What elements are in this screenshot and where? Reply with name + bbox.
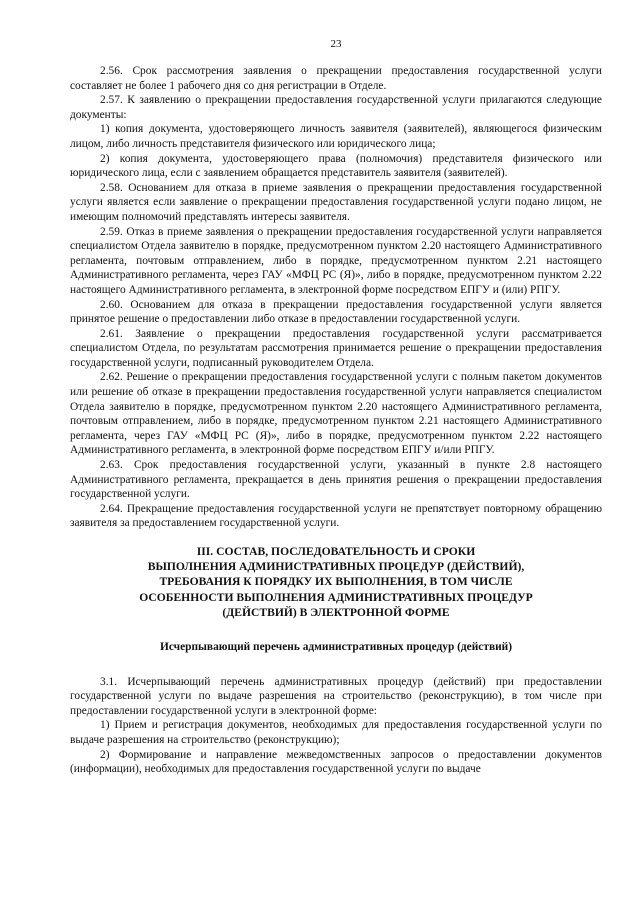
paragraph-2-57-item-1: 1) копия документа, удостоверяющего личность заявителя (заявителей), являющегося физическим лицом, либо личность представителя физического или юридического лица; xyxy=(70,123,602,150)
paragraph-2-64: 2.64. Прекращение предоставления государственной услуги не препятствует повторному обращению заявителя за предоставлением государственной услуги. xyxy=(70,502,602,530)
paragraph-2-62: 2.62. Решение о прекращении предоставления государственной услуги с полным пакетом документов или решение об отказе в прекращении предоставления государственной услуги направляется специалистом Отдела заявителю в порядке, предусмотренном пунктом 2.20 настоящего Административного регламента, почтовым отправлением, либо в порядке, предусмотренном пунктом 2.21 настоящего Административного регламента, через ГАУ «МФЦ РС (Я)», либо в порядке, предусмотренном пунктом 2.22 настоящего Административного регламента, в электронной форме посредством ЕПГУ и/или РПГУ. xyxy=(70,371,602,457)
paragraph-3-1-item-2: 2) Формирование и направление межведомственных запросов о предоставлении документов (информации), необходимых для предоставления государственной услуги по выдаче xyxy=(70,748,602,776)
paragraph-2-63: 2.63. Срок предоставления государственной услуги, указанный в пункте 2.8 настоящего Административного регламента, прекращается в день принятия решения о прекращении предоставления государственной услуги. xyxy=(70,459,602,501)
paragraph-2-59: 2.59. Отказ в приеме заявления о прекращении предоставления государственной услуги направляется специалистом Отдела заявителю в порядке, предусмотренном пунктом 2.20 настоящего Административного регламента, почтовым отправлением, либо в порядке, предусмотренном пунктом 2.21 настоящего Административного регламента, через ГАУ «МФЦ РС (Я)», либо в порядке, предусмотренном пунктом 2.22 настоящего Административного регламента, в электронной форме посредством ЕПГУ и (или) РПГУ. xyxy=(70,225,602,296)
section-title-line: III. СОСТАВ, ПОСЛЕДОВАТЕЛЬНОСТЬ И СРОКИ xyxy=(196,545,476,558)
paragraph-2-61: 2.61. Заявление о прекращении предоставления государственной услуги рассматривается специалистом Отдела, по результатам рассмотрения принимается решение о прекращении предоставления государственной услуги, подписанный руководителем Отдела. xyxy=(70,327,602,369)
section-title-line: ТРЕБОВАНИЯ К ПОРЯДКУ ИХ ВЫПОЛНЕНИЯ, В ТОМ ЧИСЛЕ xyxy=(159,575,513,589)
paragraph-2-58: 2.58. Основанием для отказа в приеме заявления о прекращении предоставления государственной услуги является если заявление о прекращении предоставления государственной услуги подано лицом, не имеющим полномочий представлять интересы заявителя. xyxy=(70,181,602,223)
paragraphs-after xyxy=(70,675,602,777)
subsection-title: Исчерпывающий перечень административных процедур (действий) xyxy=(159,641,513,654)
paragraph-3-1-item-1: 1) Прием и регистрация документов, необходимых для предоставления государственной услуги по выдаче разрешения на строительство (реконструкцию); xyxy=(70,719,602,746)
paragraph-2-57: 2.57. К заявлению о прекращении предоставления государственной услуги прилагаются следующие документы: xyxy=(70,94,602,121)
paragraph-2-57-item-2: 2) копия документа, удостоверяющего права (полномочия) представителя физического или юридического лица, если с заявлением обращается представитель заявителя (заявителей). xyxy=(70,152,602,180)
section-title xyxy=(70,544,602,620)
section-title-line: ОСОБЕННОСТИ ВЫПОЛНЕНИЯ АДМИНИСТРАТИВНЫХ ПРОЦЕДУР xyxy=(139,590,533,604)
page-number: 23 xyxy=(330,38,342,50)
paragraphs-before xyxy=(70,64,602,531)
section-title-line: (ДЕЙСТВИЙ) В ЭЛЕКТРОННОЙ ФОРМЕ xyxy=(222,605,450,619)
paragraph-2-56: 2.56. Срок рассмотрения заявления о прекращении предоставления государственной услуги составляет не более 1 рабочего дня со дня регистрации в Отделе. xyxy=(70,65,602,92)
document-body xyxy=(70,64,602,777)
paragraph-3-1: 3.1. Исчерпывающий перечень административных процедур (действий) при предоставлении государственной услуги по выдаче разрешения на строительство (реконструкцию), в том числе при предоставлении государственной услуги в электронной форме: xyxy=(70,675,602,717)
section-title-line: ВЫПОЛНЕНИЯ АДМИНИСТРАТИВНЫХ ПРОЦЕДУР (ДЕЙСТВИЙ), xyxy=(147,560,525,574)
paragraph-2-60: 2.60. Основанием для отказа в прекращении предоставления государственной услуги является принятое решение о предоставлении либо отказе в предоставлении государственной услуги. xyxy=(70,298,602,326)
